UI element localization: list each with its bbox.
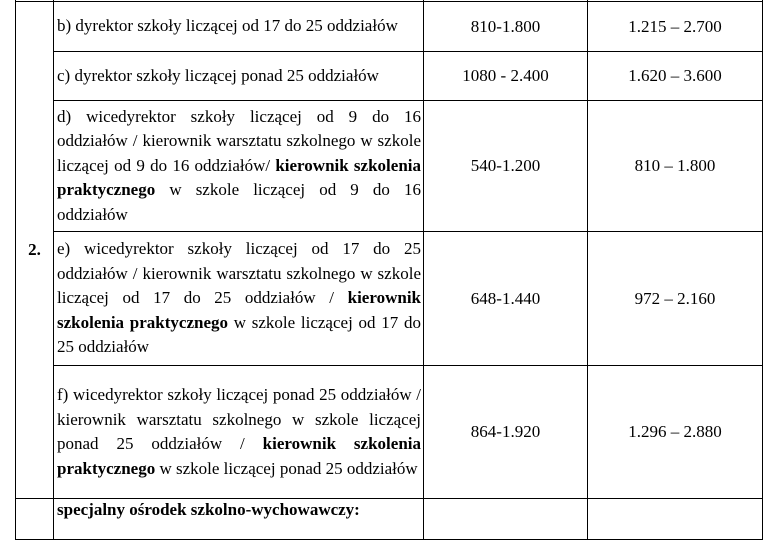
cell-description xyxy=(54,232,424,366)
cell-number-empty-bottom xyxy=(16,499,54,540)
range-1-value: 810-1.800 xyxy=(424,2,588,52)
description-text xyxy=(54,105,423,228)
range-2-value: 972 – 2.160 xyxy=(588,232,763,366)
description-segment: c) dyrektor szkoły liczącej ponad 25 oddziałów xyxy=(57,65,379,85)
salary-table xyxy=(15,0,763,540)
cell-range-1 xyxy=(424,499,588,540)
description-bold-segment: kierownik szkolenia praktycznego xyxy=(57,434,421,478)
table-row xyxy=(16,2,763,52)
range-2-value: 1.215 – 2.700 xyxy=(588,2,763,52)
range-2-value: 1.296 – 2.880 xyxy=(588,366,763,499)
table-row-cut-bottom xyxy=(16,499,763,540)
cell-range-2 xyxy=(588,499,763,540)
cell-description xyxy=(54,499,424,540)
description-segment: f) wicedyrektor szkoły liczącej ponad 25 oddziałów / kierownik warsztatu szkolnego w szkole liczącej ponad 25 oddziałów / xyxy=(57,385,421,453)
range-1-value: 648-1.440 xyxy=(424,232,588,366)
cut-bottom-text: specjalny ośrodek szkolno-wychowawczy: xyxy=(57,500,360,519)
range-1-value: 1080 - 2.400 xyxy=(424,52,588,101)
description-bold-segment: kierownik szkolenia praktycznego xyxy=(57,288,421,332)
description-text xyxy=(54,14,423,39)
description-text xyxy=(54,64,423,89)
description-segment: w szkole liczącej ponad 25 oddziałów xyxy=(155,458,418,478)
range-2-value: 810 – 1.800 xyxy=(588,101,763,232)
description-segment: w szkole liczącej od 9 do 16 oddziałów xyxy=(57,180,421,224)
description-bold-segment: kierownik szkolenia praktycznego xyxy=(57,155,421,200)
table-row xyxy=(16,366,763,499)
range-1-value: 540-1.200 xyxy=(424,101,588,232)
cell-description xyxy=(54,101,424,232)
range-2-value: 1.620 – 3.600 xyxy=(588,52,763,101)
description-segment: b) dyrektor szkoły liczącej od 17 do 25 oddziałów xyxy=(57,16,398,36)
description-text xyxy=(54,383,423,481)
table-row xyxy=(16,52,763,101)
description-segment: e) wicedyrektor szkoły liczącej od 17 do 25 oddziałów / kierownik warsztatu szkolnego w szkole liczącej od 17 do 25 oddziałów / xyxy=(57,239,421,308)
description-segment: d) wicedyrektor szkoły liczącej od 9 do 16 oddziałów / kierownik warsztatu szkolnego w szkole liczącej od 9 do 16 oddziałów/ xyxy=(57,106,421,175)
table-row xyxy=(16,232,763,366)
group-number: 2. xyxy=(16,2,54,499)
description-text xyxy=(54,237,423,360)
range-1-value: 864-1.920 xyxy=(424,366,588,499)
table-row xyxy=(16,101,763,232)
cell-description xyxy=(54,2,424,52)
description-segment: w szkole liczącej od 17 do 25 oddziałów xyxy=(57,312,421,357)
cell-description xyxy=(54,366,424,499)
cell-description xyxy=(54,52,424,101)
